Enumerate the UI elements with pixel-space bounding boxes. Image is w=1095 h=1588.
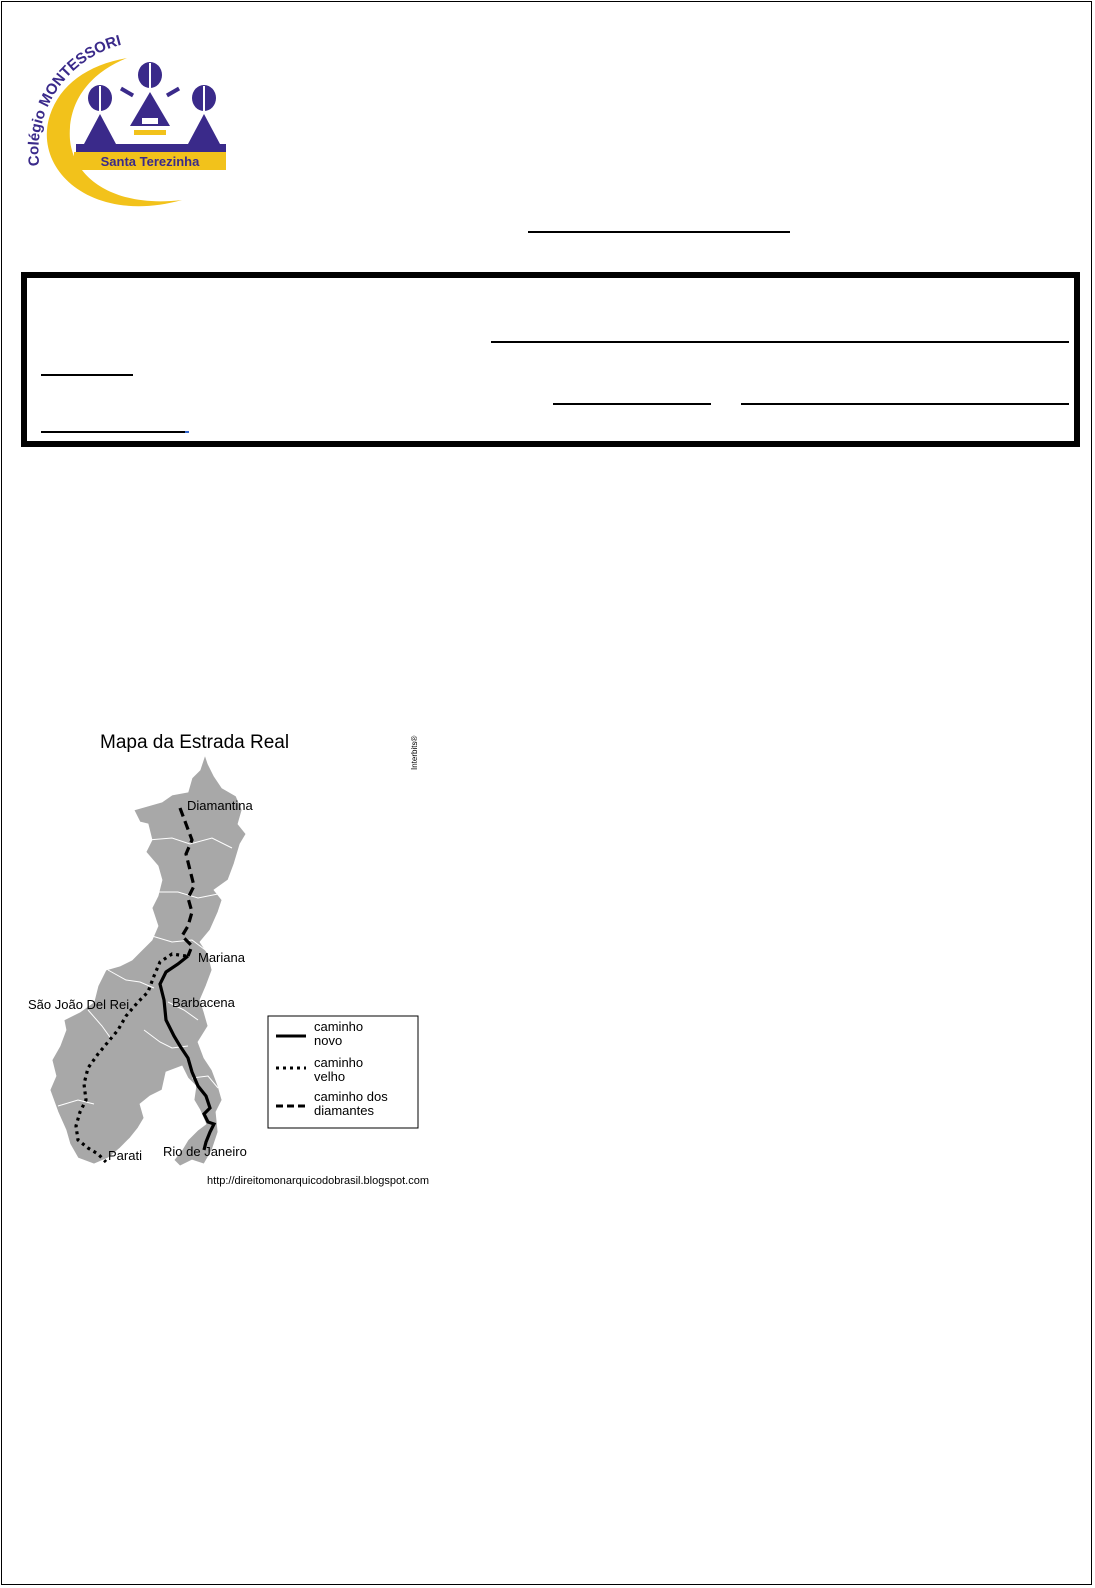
title-underline <box>528 231 790 233</box>
extra-blank-line[interactable] <box>41 431 187 433</box>
name-blank-line[interactable] <box>491 341 1069 343</box>
logo-arc-text: Colégio MONTESSORI <box>25 32 123 167</box>
name-blank-line-cont[interactable] <box>41 374 133 376</box>
map-title: Mapa da Estrada Real <box>100 732 290 753</box>
student-info-box <box>21 272 1080 447</box>
legend-diamantes-label: caminho dos diamantes <box>314 1089 388 1118</box>
estrada-real-map <box>22 730 432 1200</box>
extra-blank-line-link <box>185 431 189 433</box>
city-diamantina: Diamantina <box>187 798 253 813</box>
map-credit-url: http://direitomonarquicodobrasil.blogspot.com <box>207 1175 429 1187</box>
date-blank-line[interactable] <box>553 403 711 405</box>
teacher-blank-line[interactable] <box>741 403 1069 405</box>
city-barbacena: Barbacena <box>172 995 235 1010</box>
logo-banner-text: Santa Terezinha <box>100 154 200 169</box>
city-rio-de-janeiro: Rio de Janeiro <box>163 1144 247 1159</box>
city-sao-joao-del-rei: São João Del Rei <box>28 997 130 1012</box>
legend-novo-label: caminho novo <box>314 1019 364 1048</box>
legend-velho-label: caminho velho <box>314 1055 364 1084</box>
children-figures-icon <box>76 62 226 152</box>
school-logo <box>22 30 232 215</box>
city-parati: Parati <box>108 1148 142 1163</box>
map-brand: Interbits® <box>410 735 419 770</box>
city-mariana: Mariana <box>198 950 245 965</box>
